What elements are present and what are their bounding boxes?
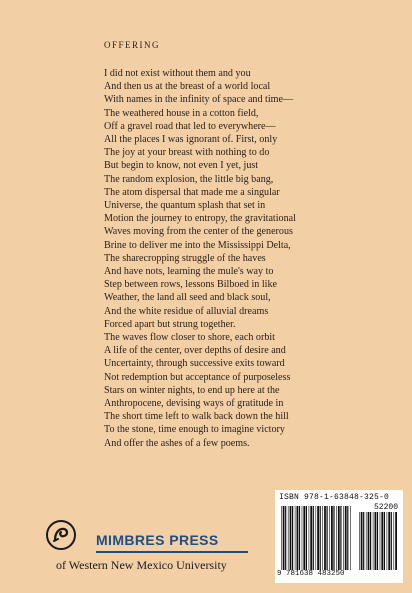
publisher-rule	[96, 551, 248, 553]
poem-line: To the stone, time enough to imagine victory	[104, 424, 285, 436]
poem-line: The weathered house in a cotton field,	[104, 107, 259, 119]
poem-line: But begin to know, not even I yet, just	[104, 160, 259, 172]
barcode-addon-code: 52200	[373, 503, 398, 512]
poem-line: Stars on winter nights, to end up here at the	[104, 384, 280, 396]
poem-line: All the places I was ignorant of. First, only	[104, 134, 278, 146]
isbn-barcode	[275, 490, 403, 583]
poem-line: Universe, the quantum splash that set in	[104, 200, 266, 212]
poem-line: Not redemption but acceptance of purposeless	[104, 371, 291, 383]
poem-line: And offer the ashes of a few poems.	[104, 437, 250, 449]
publisher-subtitle: of Western New Mexico University	[56, 558, 227, 572]
poem-line: Forced apart but strung together.	[104, 318, 236, 330]
poem-line: The waves flow closer to shore, each orbit	[104, 332, 275, 344]
poem-line: Weather, the land all seed and black soul,	[104, 292, 271, 304]
poem-line: And have nots, learning the mule's way to	[104, 266, 274, 278]
poem-line: Uncertainty, through successive exits toward	[104, 358, 285, 370]
poem-line: With names in the infinity of space and time—	[104, 94, 294, 106]
poem-line: I did not exist without them and you	[104, 68, 251, 79]
poem-line: The atom dispersal that made me a singular	[104, 186, 280, 198]
poem-line: Brine to deliver me into the Mississippi Delta,	[104, 239, 291, 251]
mimbres-logo-icon	[46, 520, 76, 550]
poem-line: A life of the center, over depths of desire and	[104, 345, 286, 357]
poem-line: And then us at the breast of a world local	[104, 81, 271, 93]
poem-line: The short time left to walk back down the hill	[104, 411, 289, 423]
poem-line: Anthropocene, devising ways of gratitude in	[104, 398, 284, 410]
poem-line: The joy at your breast with nothing to do	[104, 147, 270, 159]
poem-body	[104, 67, 296, 450]
isbn-label: ISBN 978-1-63848-325-0	[279, 493, 390, 502]
poem-line: Waves moving from the center of the generous	[104, 226, 293, 238]
barcode-main-bars	[281, 506, 353, 570]
poem-line: The random explosion, the little big bang,	[104, 173, 274, 185]
poem-line: The sharecropping struggle of the haves	[104, 252, 266, 264]
poem-line: Motion the journey to entropy, the gravitational	[104, 213, 296, 225]
barcode-digits: 9 781638 483250	[277, 570, 345, 578]
publisher-name: MIMBRES PRESS	[96, 532, 219, 548]
poem-title: OFFERING	[104, 40, 161, 50]
poem-line: And the white residue of alluvial dreams	[104, 305, 269, 317]
poem-line: Off a gravel road that led to everywhere—	[104, 120, 276, 132]
poem-line: Step between rows, lessons Bilboed in like	[104, 279, 277, 291]
barcode-addon-bars	[359, 512, 397, 570]
